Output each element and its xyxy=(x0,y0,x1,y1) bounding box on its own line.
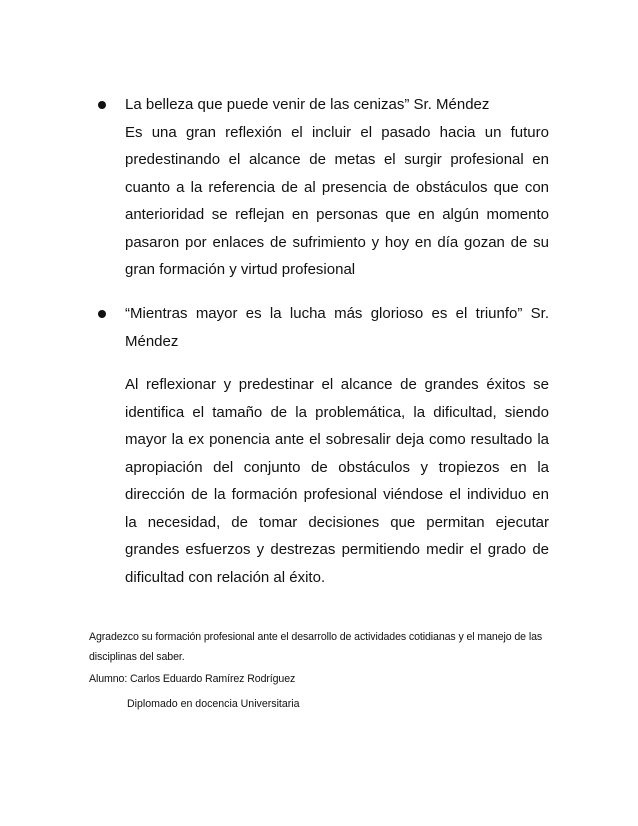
bullet-1 xyxy=(125,91,549,284)
bullet-1-title: La belleza que puede venir de las cenizas” Sr. Méndez xyxy=(125,96,490,113)
student-name: Alumno: Carlos Eduardo Ramírez Rodríguez xyxy=(89,673,296,685)
bullet-point-2 xyxy=(98,310,106,318)
program-name: Diplomado en docencia Universitaria xyxy=(127,698,300,710)
acknowledgement: Agradezco su formación profesional ante el desarrollo de actividades cotidianas y el manejo de las disciplinas del saber. xyxy=(89,631,543,663)
bullet-2-title: “Mientras mayor es la lucha más glorioso es el triunfo” Sr. Méndez xyxy=(125,305,549,350)
bullet-point-1 xyxy=(98,101,106,109)
bullet-2-body-text: Al reflexionar y predestinar el alcance de grandes éxitos se identifica el tamaño de la problemática, la dificultad, siendo mayor la ex ponencia ante el sobresalir deja como resultado la apropiación del conjunto de obstáculos y tropiezos en la dirección de la formación profesional viéndose el individuo en la necesidad, de tomar decisiones que permitan ejecutar grandes esfuerzos y destrezas permitiendo medir el grado de dificultad con relación al éxito. xyxy=(125,376,549,586)
bullet-1-body: Es una gran reflexión el incluir el pasado hacia un futuro predestinando el alcance de metas el surgir profesional en cuanto a la referencia de al presencia de obstáculos que con anterioridad se reflejan en personas que en algún momento pasaron por enlaces de sufrimiento y hoy en día gozan de su gran formación y virtud profesional xyxy=(125,123,549,278)
bullet-2-body xyxy=(125,371,549,591)
bullet-2 xyxy=(125,300,549,355)
